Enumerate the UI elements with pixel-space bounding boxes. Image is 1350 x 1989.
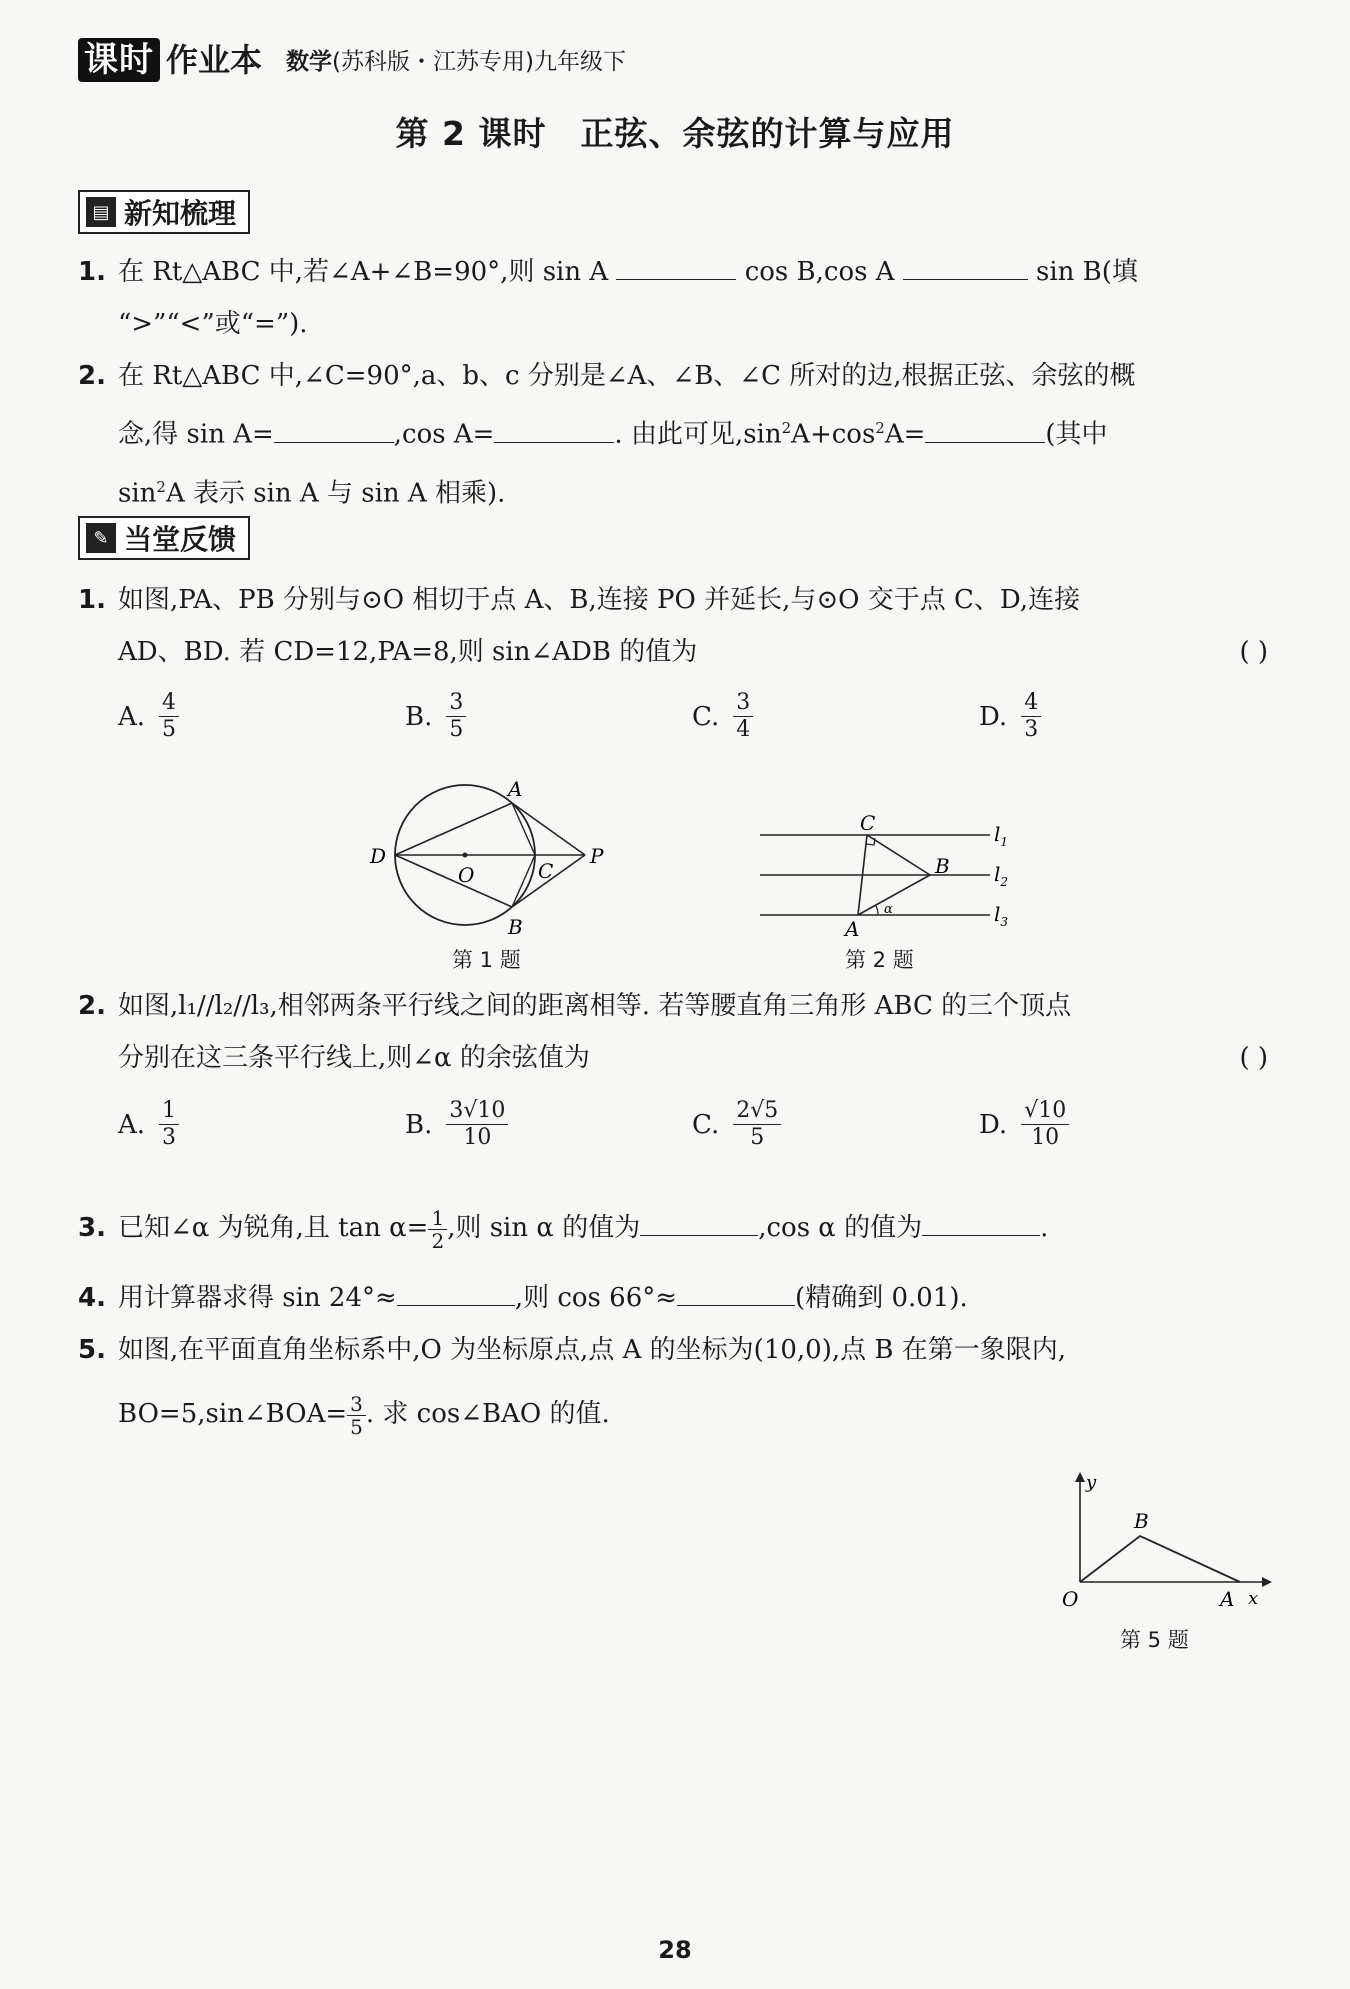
option-a[interactable]: A. $\frac{1}{3}$ (118, 1098, 405, 1151)
option-c[interactable]: C. $\frac{2√5}{5}$ (692, 1098, 979, 1151)
fig2-label-l3: $l_3$ (994, 902, 1009, 929)
cf-question-3: 3. 已知∠α 为锐角,且 tan α= $\frac{1}{2}$ ,则 sin α 的值为 ,cos α 的值为 . (78, 1205, 1049, 1253)
fig2-label-alpha: α (884, 902, 893, 917)
fig5-label-a: A (1220, 1587, 1235, 1611)
fig5-label-y: y (1086, 1472, 1097, 1493)
option-a[interactable]: A. $\frac{4}{5}$ (118, 690, 405, 743)
section-new-knowledge: ▤ 新知梳理 (78, 190, 250, 234)
answer-blank[interactable] (640, 1205, 758, 1236)
answer-blank[interactable] (925, 412, 1045, 443)
fig2-label-l2: $l_2$ (994, 862, 1009, 889)
nk-question-1: 1. 在 Rt△ABC 中,若∠A+∠B=90°,则 sin A cos B,cos A sin B(填 “>”“<”或“=”). (78, 246, 1268, 350)
cf-q2-options (118, 1098, 1268, 1151)
fig5-label-b: B (1134, 1509, 1149, 1533)
fig1-label-b: B (508, 915, 523, 939)
cf-question-1: 1. 如图,PA、PB 分别与⊙O 相切于点 A、B,连接 PO 并延长,与⊙O 交于点 C、D,连接 AD、BD. 若 CD=12,PA=8,则 sin∠ADB 的值为 ( ) (78, 574, 1268, 678)
answer-blank[interactable] (274, 412, 394, 443)
option-b[interactable]: B. $\frac{3√10}{10}$ (405, 1098, 692, 1151)
option-d[interactable]: D. $\frac{4}{3}$ (979, 690, 1266, 743)
book-icon: ▤ (86, 197, 116, 227)
cf-question-5: 5. 如图,在平面直角坐标系中,O 为坐标原点,点 A 的坐标为(10,0),点 B 在第一象限内, BO=5,sin∠BOA= $\frac{3}{5}$ . 求 cos∠BAO 的值. (78, 1335, 1067, 1439)
page-title: 第 2 课时 正弦、余弦的计算与应用 (395, 114, 955, 153)
option-d[interactable]: D. $\frac{√10}{10}$ (979, 1098, 1266, 1151)
fig1-label-p: P (590, 844, 604, 868)
answer-blank[interactable] (616, 249, 736, 280)
figure-2-caption: 第 2 题 (845, 948, 914, 972)
cf-question-4: 4. 用计算器求得 sin 24°≈ ,则 cos 66°≈ (精确到 0.01). (78, 1272, 1268, 1324)
fig1-label-a: A (508, 777, 523, 801)
answer-choice-bracket[interactable]: ( ) (1239, 1043, 1268, 1073)
brand-logo-text: 作业本 (166, 41, 263, 79)
brand-logo-box: 课时 (78, 38, 160, 82)
answer-choice-bracket[interactable]: ( ) (1239, 637, 1268, 667)
answer-blank[interactable] (494, 412, 614, 443)
cf-q1-options (118, 690, 1268, 743)
option-c[interactable]: C. $\frac{3}{4}$ (692, 690, 979, 743)
fig2-label-l1: $l_1$ (994, 822, 1009, 849)
fig2-label-c: C (860, 811, 876, 835)
fig1-label-o: O (458, 863, 475, 887)
figure-5-coordinate-plane (1050, 1470, 1280, 1620)
pencil-icon: ✎ (86, 523, 116, 553)
book-subtitle: 数学(苏科版・江苏专用)九年级下 (286, 49, 626, 75)
fig5-label-x: x (1248, 1588, 1259, 1609)
answer-blank[interactable] (397, 1275, 515, 1306)
figure-2-parallel-lines (750, 800, 1030, 940)
answer-blank[interactable] (677, 1275, 795, 1306)
figure-5-caption: 第 5 题 (1120, 1628, 1189, 1652)
answer-blank[interactable] (903, 249, 1028, 280)
fig5-label-o: O (1062, 1587, 1079, 1611)
fig1-label-c: C (538, 859, 554, 883)
answer-blank[interactable] (922, 1205, 1040, 1236)
figure-1-caption: 第 1 题 (452, 948, 521, 972)
nk-question-2: 2. 在 Rt△ABC 中,∠C=90°,a、b、c 分别是∠A、∠B、∠C 所对的边,根据正弦、余弦的概 念,得 sin A= ,cos A= . 由此可见$,\sin^2A+\cos^2A=$ (其中 $\sin^2A$ 表示 sin A 与 sin A 相乘). (78, 361, 1136, 509)
book-header (78, 38, 626, 82)
option-b[interactable]: B. $\frac{3}{5}$ (405, 690, 692, 743)
figure-1-circle-tangents (360, 770, 620, 940)
fig1-label-d: D (370, 844, 387, 868)
cf-question-2: 2. 如图,l₁//l₂//l₃,相邻两条平行线之间的距离相等. 若等腰直角三角形 ABC 的三个顶点 分别在这三条平行线上,则∠α 的余弦值为 ( ) (78, 980, 1268, 1084)
section-classroom-feedback: ✎ 当堂反馈 (78, 516, 250, 560)
page-number: 28 (658, 1936, 692, 1964)
fig2-label-b: B (935, 854, 950, 878)
fig2-label-a: A (845, 917, 860, 940)
